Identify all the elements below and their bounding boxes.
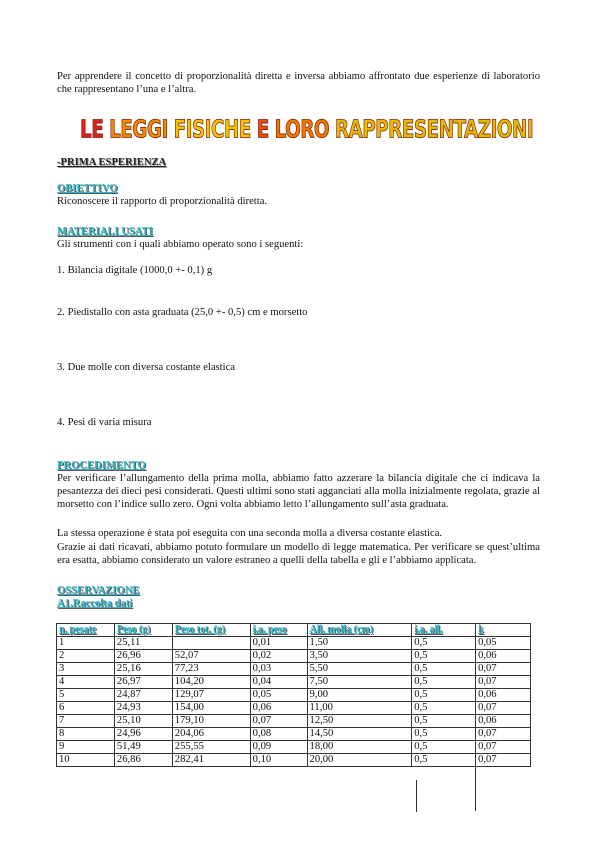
table-cell: 20,00 — [307, 754, 412, 767]
first-experience-heading: -PRIMA ESPERIENZA — [57, 157, 167, 168]
table-row — [57, 754, 531, 767]
table-ruler-line — [475, 623, 476, 811]
table-cell: 0,5 — [412, 689, 476, 702]
table-cell: 6 — [57, 702, 115, 715]
table-cell: 0,5 — [412, 676, 476, 689]
table-cell: 51,49 — [114, 741, 172, 754]
column-header: Peso (g) — [114, 624, 172, 637]
table-row — [57, 689, 531, 702]
table-row — [57, 676, 531, 689]
table-cell: 0,5 — [412, 650, 476, 663]
table-cell: 25,10 — [114, 715, 172, 728]
table-cell: 2 — [57, 650, 115, 663]
table-cell: 1,50 — [307, 637, 412, 650]
materials-item: 1. Bilancia digitale (1000,0 +- 0,1) g — [57, 265, 213, 276]
table-cell: 9 — [57, 741, 115, 754]
table-cell: 282,41 — [172, 754, 250, 767]
materials-item: 4. Pesi di varia misura — [57, 417, 152, 428]
title-word: RAPPRESENTAZIONI — [334, 116, 534, 145]
table-cell: 26,97 — [114, 676, 172, 689]
table-cell: 0,5 — [412, 715, 476, 728]
table-cell: 0,02 — [250, 650, 307, 663]
table-cell: 0,5 — [412, 728, 476, 741]
table-cell: 24,93 — [114, 702, 172, 715]
table-cell: 0,07 — [476, 702, 531, 715]
table-cell: 255,55 — [172, 741, 250, 754]
table-cell: 0,09 — [250, 741, 307, 754]
objective-text: Riconoscere il rapporto di proporzionalità diretta. — [57, 196, 268, 207]
table-cell: 8 — [57, 728, 115, 741]
materials-item: 3. Due molle con diversa costante elastica — [57, 362, 235, 373]
table-cell: 5,50 — [307, 663, 412, 676]
table-cell: 129,07 — [172, 689, 250, 702]
data-collection-heading: A1.Raccolta dati — [57, 598, 133, 609]
table-cell: 0,07 — [250, 715, 307, 728]
materials-item: 2. Piedistallo con asta graduata (25,0 +- 0,5) cm e morsetto — [57, 307, 308, 318]
table-row — [57, 663, 531, 676]
table-cell: 0,06 — [476, 650, 531, 663]
table-row — [57, 728, 531, 741]
table-cell — [172, 637, 250, 650]
table-row — [57, 702, 531, 715]
table-cell: 10 — [57, 754, 115, 767]
table-cell: 0,10 — [250, 754, 307, 767]
table-row — [57, 650, 531, 663]
table-cell: 0,05 — [250, 689, 307, 702]
table-cell: 0,5 — [412, 637, 476, 650]
table-cell: 26,86 — [114, 754, 172, 767]
table-cell: 204,06 — [172, 728, 250, 741]
table-cell: 24,96 — [114, 728, 172, 741]
table-cell: 0,5 — [412, 741, 476, 754]
title-word: FISICHE — [173, 116, 257, 145]
table-cell: 3 — [57, 663, 115, 676]
table-cell: 3,50 — [307, 650, 412, 663]
table-cell: 12,50 — [307, 715, 412, 728]
column-header: All. molla (cm) — [307, 624, 412, 637]
table-row — [57, 741, 531, 754]
column-header: i.a. all. — [412, 624, 476, 637]
procedure-heading: PROCEDIMENTO — [57, 460, 146, 471]
table-cell: 9,00 — [307, 689, 412, 702]
table-cell: 4 — [57, 676, 115, 689]
table-cell: 0,05 — [476, 637, 531, 650]
table-cell: 14,50 — [307, 728, 412, 741]
table-cell: 0,5 — [412, 754, 476, 767]
table-cell: 25,11 — [114, 637, 172, 650]
table-cell: 0,07 — [476, 741, 531, 754]
table-cell: 11,00 — [307, 702, 412, 715]
title-word: LE — [80, 116, 110, 145]
column-header: Peso tot. (g) — [172, 624, 250, 637]
table-cell: 1 — [57, 637, 115, 650]
title-word: E — [256, 116, 275, 145]
materials-heading: MATERIALI USATI — [57, 226, 153, 237]
table-cell: 0,07 — [476, 663, 531, 676]
title-word: LEGGI — [109, 116, 174, 145]
table-cell: 0,5 — [412, 702, 476, 715]
materials-intro: Gli strumenti con i quali abbiamo operato sono i seguenti: — [57, 239, 304, 250]
table-header-row — [57, 624, 531, 637]
table-cell: 0,07 — [476, 728, 531, 741]
table-cell: 0,07 — [476, 676, 531, 689]
table-cell: 0,06 — [250, 702, 307, 715]
table-cell: 25,16 — [114, 663, 172, 676]
table-row — [57, 637, 531, 650]
page-title — [80, 116, 534, 145]
table-cell: 7,50 — [307, 676, 412, 689]
column-header: k — [476, 624, 531, 637]
table-cell: 5 — [57, 689, 115, 702]
table-cell: 24,87 — [114, 689, 172, 702]
table-cell: 77,23 — [172, 663, 250, 676]
table-cell: 0,08 — [250, 728, 307, 741]
title-word: LORO — [274, 116, 335, 145]
table-cell: 179,10 — [172, 715, 250, 728]
procedure-paragraph: Grazie ai dati ricavati, abbiamo potuto formulare un modello di legge matematica. Per verificare se quest’ultima era esatta, abbiamo considerato un valore estraneo a quelli della tabella e gli e l’abbiamo applicata. — [57, 542, 540, 566]
procedure-paragraph: Per verificare l’allungamento della prima molla, abbiamo fatto azzerare la bilancia digitale che ci indicava la pesantezza dei dieci pesi considerati. Questi ultimi sono stati agganciati alla molla inizialmente regolata, grazie al morsetto con l’indice sullo zero. Ogni volta abbiamo letto l’allungamento sull’asta graduata. — [57, 473, 540, 510]
table-cell: 154,00 — [172, 702, 250, 715]
table-cell: 104,20 — [172, 676, 250, 689]
column-header: i.a. peso — [250, 624, 307, 637]
column-header: n. pesate — [57, 624, 115, 637]
table-cell: 0,06 — [476, 715, 531, 728]
procedure-paragraph: La stessa operazione è stata poi eseguita con una seconda molla a diversa costante elastica. — [57, 528, 443, 539]
observation-heading: OSSERVAZIONE — [57, 585, 140, 596]
data-table — [56, 623, 531, 767]
table-ruler-line — [416, 780, 417, 812]
table-cell: 0,07 — [476, 754, 531, 767]
table-cell: 0,06 — [476, 689, 531, 702]
table-cell: 26,96 — [114, 650, 172, 663]
table-cell: 0,03 — [250, 663, 307, 676]
objective-heading: OBIETTIVO — [57, 183, 118, 194]
table-row — [57, 715, 531, 728]
table-cell: 7 — [57, 715, 115, 728]
table-cell: 18,00 — [307, 741, 412, 754]
table-cell: 0,5 — [412, 663, 476, 676]
table-cell: 0,01 — [250, 637, 307, 650]
table-cell: 0,04 — [250, 676, 307, 689]
table-cell: 52,07 — [172, 650, 250, 663]
intro-paragraph: Per apprendere il concetto di proporzionalità diretta e inversa abbiamo affrontato due esperienze di laboratorio che rappresentano l’una e l’altra. — [57, 71, 540, 95]
